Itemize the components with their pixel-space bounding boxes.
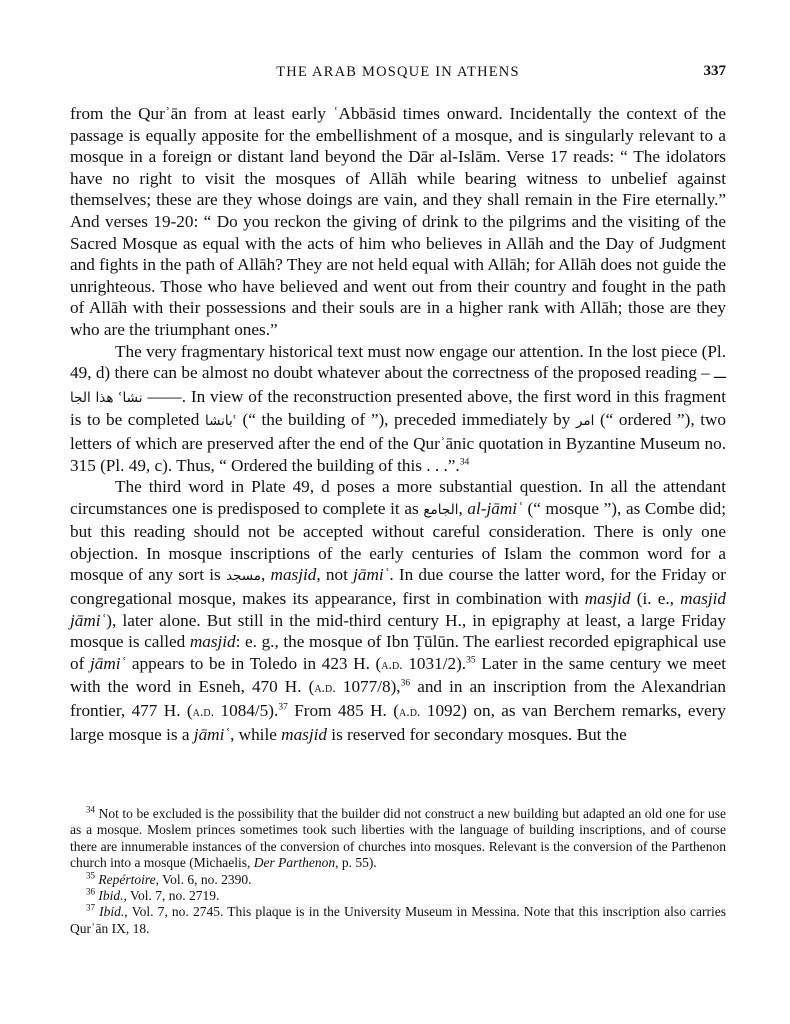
- footnote-number: 34: [86, 804, 95, 815]
- paragraph-text: (“ mosque ”), as Combe did; but this reading should not be accepted without careful consideration. There is only one objection. In mosque inscriptions of the early centuries of Islam the common word for a mosque of any sort is: [70, 498, 726, 585]
- era-abbreviation: a.d.: [314, 681, 336, 697]
- paragraph-text: ,: [458, 498, 468, 518]
- paragraph-2: [70, 341, 726, 477]
- footnote-title: Ibid.: [98, 888, 124, 904]
- paragraph-text: (i. e.,: [630, 589, 681, 609]
- footnote-number: 35: [86, 870, 95, 881]
- paragraph-text: , not: [316, 565, 354, 585]
- era-abbreviation: a.d.: [381, 657, 403, 673]
- footnote-reference[interactable]: 34: [459, 456, 470, 467]
- paragraph-3: [70, 476, 726, 745]
- paragraph-text: 1031/2).: [402, 653, 467, 673]
- italic-term: masjid: [584, 589, 631, 609]
- footnote-text: Not to be excluded is the possibility that the builder did not construct a new building but adapted an old one for use as a mosque. Moslem princes sometimes took such liberties with the language of building inscriptions, and of course there are innumerable instances of the conversion of churches into mosques. Relevant is the conversion of the Parthenon church into a mosque (Michaelis,: [70, 806, 726, 871]
- footnote-text: , p. 55).: [335, 855, 377, 871]
- paragraph-text: ), later alone. But still in the mid-third century H., in epigraphy at least, a large Friday mosque is called: [70, 610, 726, 652]
- paragraph-text: appears to be in Toledo in 423 H. (: [126, 653, 382, 673]
- footnote-title: Repértoire: [98, 871, 156, 887]
- footnote-reference[interactable]: 36: [400, 678, 411, 689]
- paragraph-text: and in an inscription from the Alexandrian frontier, 477 H. (: [70, 677, 726, 721]
- footnote-reference[interactable]: 35: [466, 655, 476, 666]
- footnote-37: [70, 904, 726, 937]
- arabic-text: امر: [575, 413, 595, 430]
- paragraph-text: (“ ordered ”), two letters of which are preserved after the end of the Qurʾānic quotation in Byzantine Museum no. 315 (Pl. 49, c). Thus, “ Ordered the building of this . . .”.: [70, 410, 726, 475]
- running-title: THE ARAB MOSQUE IN ATHENS: [276, 64, 520, 80]
- italic-term: al-jāmiʿ: [467, 498, 523, 518]
- paragraph-text: The very fragmentary historical text must now engage our attention. In the lost piece (Pl. 49, d) there can be almost no doubt whatever about the correctness of the proposed reading –: [70, 341, 726, 383]
- paragraph-text: ——. In view of the reconstruction presented above, the first word in this fragment is to be completed: [70, 386, 727, 430]
- paragraph-text: The third word in Plate 49, d poses a more substantial question. In all the attendant circumstances one is predisposed to complete it as: [70, 477, 726, 518]
- italic-term: masjid: [189, 632, 236, 652]
- footnote-text: , Vol. 6, no. 2390.: [155, 871, 252, 887]
- paragraph-1: [70, 103, 726, 341]
- era-abbreviation: a.d.: [192, 705, 215, 721]
- arabic-text: مسجد: [225, 568, 262, 585]
- footnote-reference[interactable]: 37: [278, 702, 288, 713]
- paragraph-text: from the Qurʾān from at least early ʿAbbāsid times onward. Incidentally the context of the passage is equally apposite for the embellishment of a mosque, and is singularly relevant to a mosque in a foreign or distant land beyond the Dār al-Islām. Verse 17 reads: “ The idolators have no right to visit the mosques of Allāh while bearing witness to unbelief against themselves; these are they whose doings are vain, and they shall remain in the Fire eternally.” And verses 19-20: “ Do you reckon the giving of drink to the pilgrims and the visiting of the Sacred Mosque as equal with the acts of him who believes in Allāh and the Day of Judgment and fights in the path of Allāh? They are not held equal with Allāh; for Allāh does not guide the unrighteous. Those who have believed and went out from their country and fought in the path of Allāh with their possessions and their souls are in a higher rank with Allāh; those are they who are the triumphant ones.”: [70, 104, 727, 339]
- paragraph-text: From 485 H. (: [287, 701, 399, 721]
- running-header: [70, 62, 726, 84]
- footnote-text: , Vol. 7, no. 2745. This plaque is in the University Museum in Messina. Note that this inscription also carries Qurʾān IX, 18.: [70, 904, 727, 936]
- footnote-title: Der Parthenon: [253, 855, 336, 871]
- footnote-36: [70, 888, 726, 904]
- italic-term: jāmiʿ: [89, 653, 127, 673]
- era-abbreviation: a.d.: [398, 705, 421, 721]
- arabic-text: الجامع: [423, 501, 459, 518]
- paragraph-text: . In due course the latter word, for the Friday or congregational mosque, makes its appearance, first in combination with: [70, 565, 726, 609]
- footnote-34: [70, 806, 726, 872]
- page-number: 337: [703, 63, 726, 79]
- footnote-title: Ibid.: [99, 904, 125, 920]
- italic-term: jāmiʿ: [353, 565, 390, 585]
- paragraph-text: , while: [230, 724, 282, 744]
- paragraph-text: 1092) on, as van Berchem remarks, every large mosque is a: [70, 701, 727, 744]
- italic-term: masjid: [270, 565, 317, 585]
- paragraph-text: is reserved for secondary mosques. But the: [327, 724, 627, 744]
- footnote-text: , Vol. 7, no. 2719.: [123, 888, 220, 904]
- arabic-text: ʿبانشا: [204, 413, 237, 430]
- arabic-text: ـــ نشاʿ هذا الجا: [70, 366, 726, 406]
- footnote-number: 37: [86, 902, 95, 913]
- paragraph-text: Later in the same century we meet with the word in Esneh, 470 H. (: [70, 653, 727, 697]
- paragraph-text: ,: [261, 565, 271, 585]
- footnote-35: [70, 872, 726, 888]
- main-text: [70, 103, 726, 745]
- paragraph-text: 1077/8),: [335, 677, 401, 697]
- italic-term: masjid jāmiʿ: [70, 589, 726, 630]
- footnote-number: 36: [86, 886, 95, 897]
- paragraph-text: 1084/5).: [214, 701, 279, 721]
- footnotes: [70, 806, 726, 937]
- paragraph-text: (“ the building of ”), preceded immediately by: [236, 410, 576, 430]
- italic-term: masjid: [281, 724, 327, 744]
- paragraph-text: : e. g., the mosque of Ibn Ṭūlūn. The earliest recorded epigraphical use of: [70, 632, 726, 673]
- italic-term: jāmiʿ: [193, 724, 231, 744]
